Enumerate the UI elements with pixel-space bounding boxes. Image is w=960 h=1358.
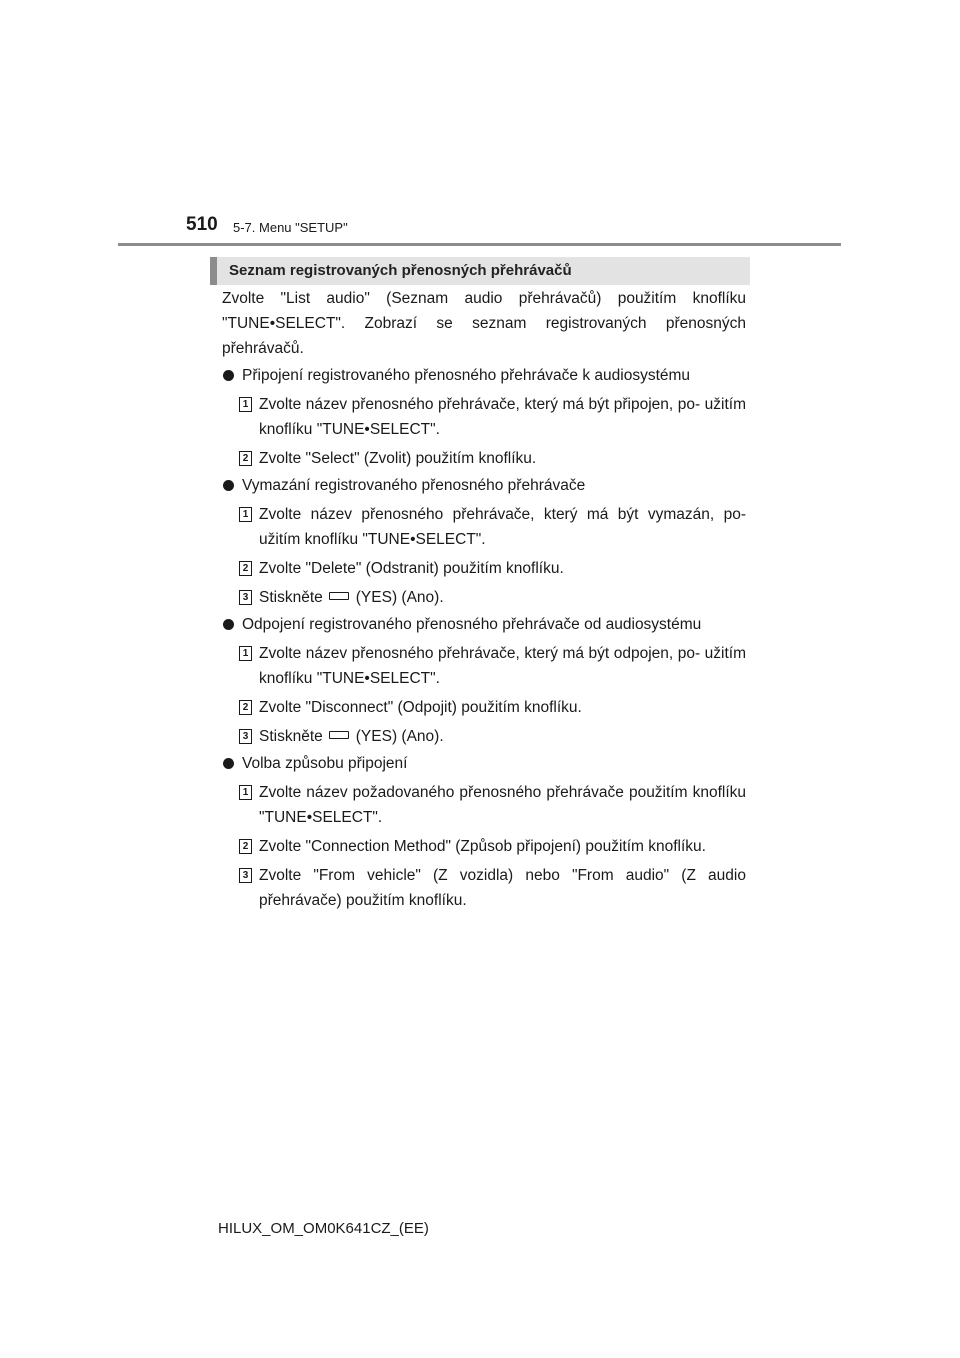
section-content	[222, 286, 746, 915]
step-item	[222, 446, 746, 471]
document-code: HILUX_OM_OM0K641CZ_(EE)	[218, 1220, 429, 1237]
step-item	[222, 834, 746, 859]
group-connect	[222, 363, 746, 471]
bullet-icon	[223, 758, 234, 769]
step-text: Zvolte "From vehicle" (Z vozidla) nebo "From audio" (Z audio přehrávače) použitím knoflíku.	[259, 867, 746, 909]
step-item	[222, 502, 746, 552]
step-item	[222, 392, 746, 442]
bullet-heading	[222, 751, 746, 776]
bullet-text: Vymazání registrovaného přenosného přehrávače	[242, 477, 586, 494]
step-text: Zvolte název přenosného přehrávače, který má být odpojen, po- užitím knoflíku "TUNE•SELECT".	[259, 645, 746, 687]
page-number: 510	[186, 214, 218, 235]
section-heading: Seznam registrovaných přenosných přehrávačů	[210, 257, 750, 285]
bullet-text: Volba způsobu připojení	[242, 755, 408, 772]
step-item	[222, 556, 746, 581]
header-divider	[118, 243, 841, 246]
step-number: 2	[239, 839, 252, 854]
step-item	[222, 780, 746, 830]
step-text: Zvolte název přenosného přehrávače, který má být připojen, po- užitím knoflíku "TUNE•SELECT".	[259, 396, 746, 438]
bullet-icon	[223, 619, 234, 630]
step-text-pre: Stiskněte	[259, 728, 323, 745]
step-item	[222, 724, 746, 749]
step-item	[222, 695, 746, 720]
step-number: 1	[239, 397, 252, 412]
button-icon	[329, 731, 349, 739]
step-text: Zvolte "Connection Method" (Způsob připojení) použitím knoflíku.	[259, 838, 706, 855]
step-number: 1	[239, 646, 252, 661]
step-number: 2	[239, 700, 252, 715]
step-text-post: (YES) (Ano).	[355, 589, 444, 606]
step-number: 3	[239, 868, 252, 883]
bullet-text: Odpojení registrovaného přenosného přehrávače od audiosystému	[242, 616, 702, 633]
step-text: Zvolte "Delete" (Odstranit) použitím knoflíku.	[259, 560, 564, 577]
bullet-icon	[223, 370, 234, 381]
intro-paragraph: Zvolte "List audio" (Seznam audio přehrávačů) použitím knoflíku "TUNE•SELECT". Zobrazí se seznam registrovaných přenosných přehrávačů.	[222, 290, 746, 357]
bullet-text: Připojení registrovaného přenosného přehrávače k audiosystému	[242, 367, 691, 384]
step-number: 2	[239, 451, 252, 466]
group-delete	[222, 473, 746, 610]
step-number: 1	[239, 507, 252, 522]
bullet-icon	[223, 480, 234, 491]
step-text: Zvolte "Select" (Zvolit) použitím knoflíku.	[259, 450, 537, 467]
step-number: 3	[239, 590, 252, 605]
bullet-heading	[222, 363, 746, 388]
bullet-heading	[222, 473, 746, 498]
step-item	[222, 641, 746, 691]
step-number: 1	[239, 785, 252, 800]
step-text: Zvolte název požadovaného přenosného přehrávače použitím knoflíku "TUNE•SELECT".	[259, 784, 746, 826]
bullet-heading	[222, 612, 746, 637]
step-number: 3	[239, 729, 252, 744]
step-text-post: (YES) (Ano).	[355, 728, 444, 745]
step-text-pre: Stiskněte	[259, 589, 323, 606]
step-text: Zvolte název přenosného přehrávače, který má být vymazán, po- užitím knoflíku "TUNE•SELECT".	[259, 506, 746, 548]
step-number: 2	[239, 561, 252, 576]
chapter-title: 5-7. Menu "SETUP"	[233, 220, 348, 235]
step-item	[222, 863, 746, 913]
group-disconnect	[222, 612, 746, 749]
step-item	[222, 585, 746, 610]
button-icon	[329, 592, 349, 600]
group-connection-method	[222, 751, 746, 913]
step-text: Zvolte "Disconnect" (Odpojit) použitím knoflíku.	[259, 699, 582, 716]
